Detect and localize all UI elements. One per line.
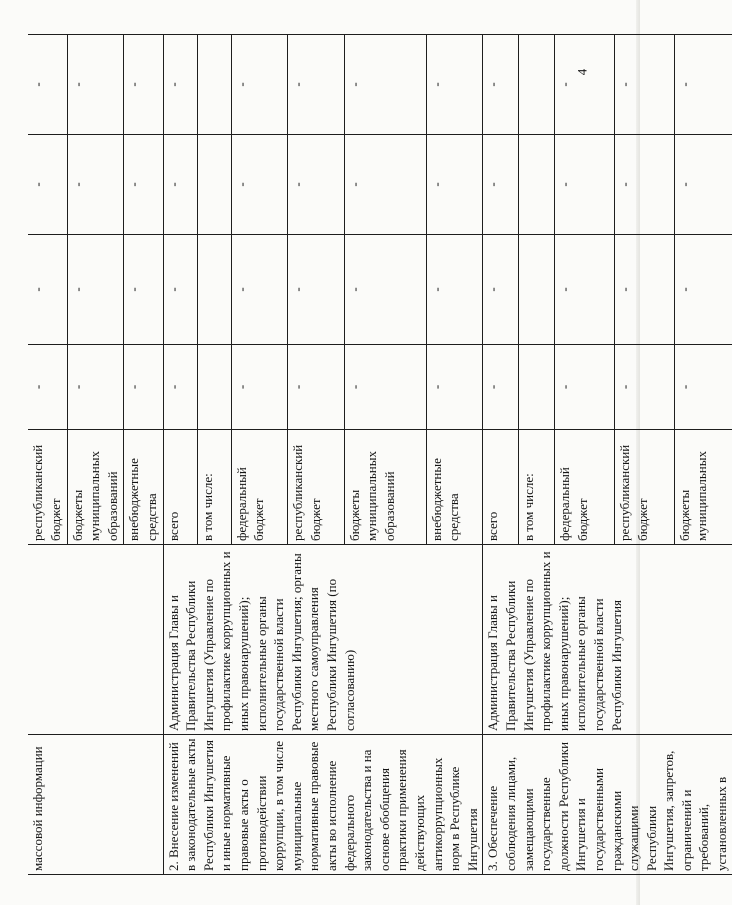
funding-amount-cell: -: [674, 235, 731, 345]
funding-amount-cell: -: [344, 35, 426, 135]
action-cell: 2. Внесение изменений в законодательные акты Республики Ингушетия и иные нормативные правовые акты о противодействии коррупции, в том числе муниципальные нормативные правовые акты во исполнение федерального законодательства и на основе обобщения практики применения действующих антикоррупционных норм в Республике Ингушетия: [163, 735, 483, 875]
funding-source-cell: республиканский бюджет: [614, 430, 674, 545]
executor-cell: Администрация Главы и Правительства Республики Ингушетия (Управление по профилактике коррупционных и иных правонарушений); исполнительные органы государственной власти Республики Ингушетия: [483, 545, 732, 735]
funding-amount-cell: -: [288, 135, 345, 235]
funding-amount-cell: [519, 135, 555, 235]
funding-amount-cell: -: [124, 135, 163, 235]
funding-amount-cell: -: [614, 345, 674, 430]
funding-amount-cell: -: [67, 345, 124, 430]
funding-amount-cell: -: [28, 35, 67, 135]
funding-amount-cell: -: [555, 345, 615, 430]
funding-amount-cell: [519, 35, 555, 135]
table-row: [28, 35, 67, 875]
funding-amount-cell: -: [67, 135, 124, 235]
funding-source-cell: республиканский бюджет: [28, 430, 67, 545]
funding-source-cell: республиканский бюджет: [288, 430, 345, 545]
funding-amount-cell: -: [426, 35, 483, 135]
funding-amount-cell: -: [426, 345, 483, 430]
funding-amount-cell: -: [124, 235, 163, 345]
funding-amount-cell: -: [483, 235, 519, 345]
funding-amount-cell: -: [124, 345, 163, 430]
funding-source-cell: бюджеты муниципальных образований: [67, 430, 124, 545]
funding-amount-cell: -: [163, 135, 197, 235]
funding-amount-cell: -: [163, 35, 197, 135]
table-row: [483, 35, 519, 875]
rotated-page: [28, 35, 730, 875]
table-row: [163, 35, 197, 875]
funding-amount-cell: -: [555, 235, 615, 345]
funding-amount-cell: -: [614, 135, 674, 235]
funding-amount-cell: -: [231, 235, 288, 345]
funding-amount-cell: -: [614, 235, 674, 345]
funding-amount-cell: -: [674, 35, 731, 135]
funding-amount-cell: -: [163, 345, 197, 430]
funding-amount-cell: -: [483, 35, 519, 135]
funding-amount-cell: -: [288, 35, 345, 135]
program-table: [28, 34, 732, 875]
funding-amount-cell: -: [231, 345, 288, 430]
funding-amount-cell: -: [124, 35, 163, 135]
funding-amount-cell: -: [426, 235, 483, 345]
funding-amount-cell: -: [555, 135, 615, 235]
funding-amount-cell: -: [426, 135, 483, 235]
funding-amount-cell: [197, 345, 231, 430]
action-cell: 3. Обеспечение соблюдения лицами, замещающими государственные должности Республики Ингушетия и государственными гражданскими служащими Республики Ингушетия, запретов, ограничений и требований, установленных в: [483, 735, 732, 875]
funding-amount-cell: -: [614, 35, 674, 135]
funding-amount-cell: -: [344, 345, 426, 430]
funding-amount-cell: -: [674, 135, 731, 235]
funding-amount-cell: [197, 135, 231, 235]
funding-source-cell: всего: [163, 430, 197, 545]
funding-amount-cell: -: [344, 235, 426, 345]
funding-amount-cell: -: [67, 35, 124, 135]
funding-amount-cell: -: [483, 135, 519, 235]
funding-source-cell: в том числе:: [197, 430, 231, 545]
funding-source-cell: бюджеты муниципальных: [674, 430, 731, 545]
executor-cell: [28, 545, 163, 735]
funding-amount-cell: -: [28, 345, 67, 430]
table-body: [28, 35, 732, 875]
funding-source-cell: федеральный бюджет: [231, 430, 288, 545]
funding-source-cell: бюджеты муниципальных образований: [344, 430, 426, 545]
funding-amount-cell: -: [483, 345, 519, 430]
executor-cell: Администрация Главы и Правительства Республики Ингушетия (Управление по профилактике коррупционных и иных правонарушений); исполнительные органы государственной власти Республики Ингушетия; органы местного самоуправления Республики Ингушетия (по согласованию): [163, 545, 483, 735]
funding-source-cell: всего: [483, 430, 519, 545]
funding-source-cell: внебюджетные средства: [426, 430, 483, 545]
funding-amount-cell: -: [344, 135, 426, 235]
funding-amount-cell: -: [28, 235, 67, 345]
funding-amount-cell: -: [231, 35, 288, 135]
funding-amount-cell: [197, 235, 231, 345]
funding-source-cell: федеральный бюджет: [555, 430, 615, 545]
page-number: 4: [574, 68, 590, 76]
funding-amount-cell: [197, 35, 231, 135]
funding-amount-cell: [519, 345, 555, 430]
funding-source-cell: внебюджетные средства: [124, 430, 163, 545]
funding-amount-cell: -: [231, 135, 288, 235]
funding-amount-cell: -: [67, 235, 124, 345]
funding-amount-cell: -: [674, 345, 731, 430]
action-cell: массовой информации: [28, 735, 163, 875]
funding-amount-cell: -: [555, 35, 615, 135]
funding-amount-cell: -: [163, 235, 197, 345]
funding-amount-cell: [519, 235, 555, 345]
funding-source-cell: в том числе:: [519, 430, 555, 545]
funding-amount-cell: -: [288, 235, 345, 345]
funding-amount-cell: -: [28, 135, 67, 235]
funding-amount-cell: -: [288, 345, 345, 430]
